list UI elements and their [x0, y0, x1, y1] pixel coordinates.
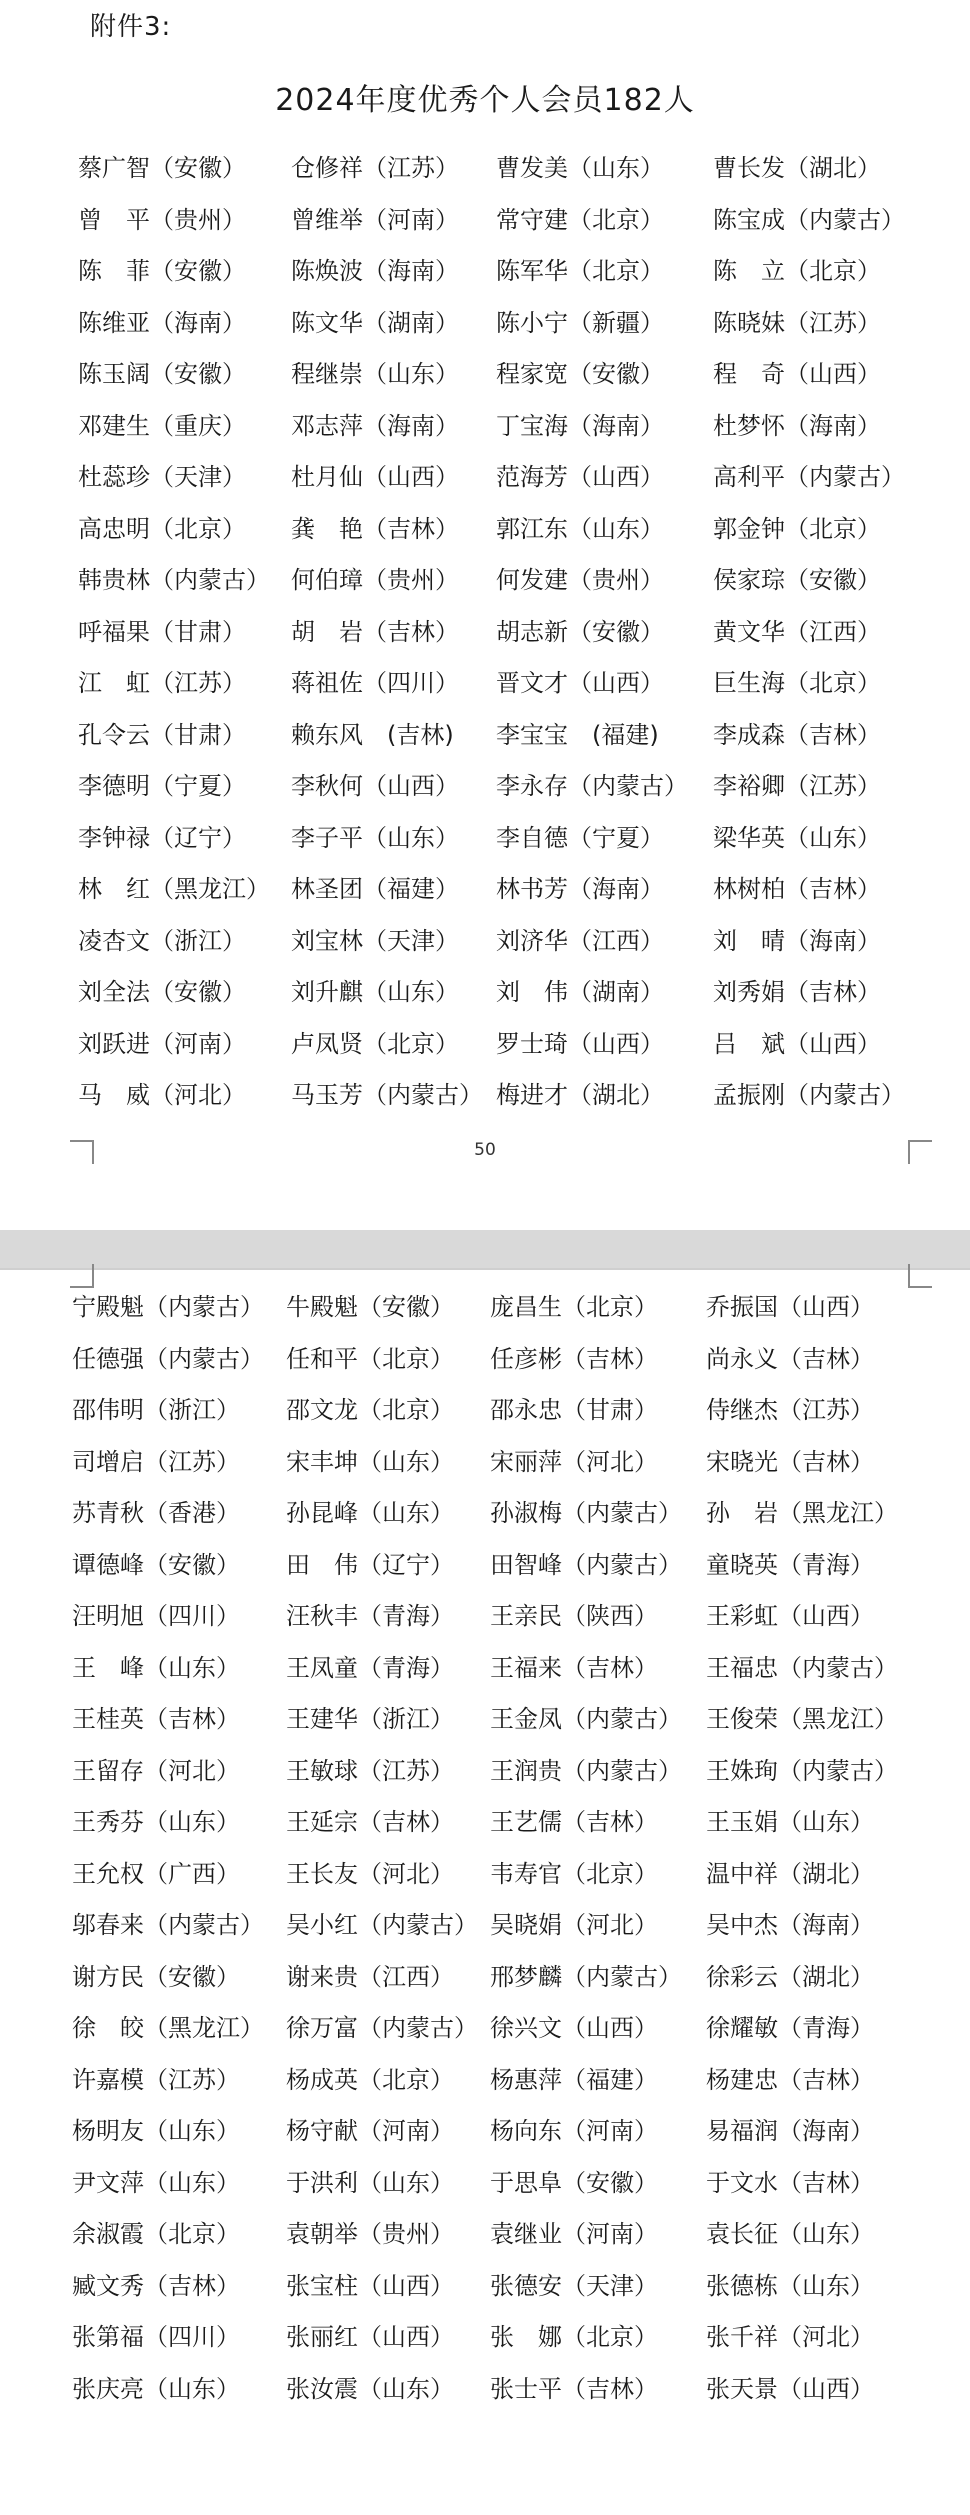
member-name: 李自德（宁夏） — [496, 823, 664, 852]
member-row — [0, 1952, 970, 2004]
member-name: 王留存（河北） — [72, 1756, 240, 1785]
member-row — [0, 349, 970, 401]
member-row — [0, 1797, 970, 1849]
member-row — [0, 1019, 970, 1071]
member-name: 宋丰坤（山东） — [286, 1447, 454, 1476]
member-name: 尹文萍（山东） — [72, 2168, 240, 2197]
member-name: 王敏球（江苏） — [286, 1756, 454, 1785]
member-row — [0, 710, 970, 762]
member-name: 徐兴文（山西） — [490, 2014, 658, 2042]
member-name: 杨明友（山东） — [72, 2117, 240, 2145]
member-name: 王建华（浙江） — [286, 1705, 454, 1733]
member-name: 程 奇（山西） — [713, 360, 881, 388]
member-name: 刘跃进（河南） — [78, 1029, 246, 1058]
member-name: 牛殿魁（安徽） — [286, 1293, 454, 1321]
member-name: 臧文秀（吉林） — [72, 2271, 240, 2300]
member-name: 吴晓娟（河北） — [490, 1911, 658, 1939]
member-name: 杨成英（北京） — [286, 2065, 454, 2094]
member-name: 胡志新（安徽） — [496, 617, 664, 646]
member-name: 罗士琦（山西） — [496, 1029, 664, 1058]
member-name: 杨守献（河南） — [286, 2117, 454, 2145]
member-name: 杜月仙（山西） — [291, 463, 459, 491]
member-row — [0, 1488, 970, 1540]
member-name: 李裕卿（江苏） — [713, 772, 881, 800]
member-name: 孙淑梅（内蒙古） — [490, 1499, 682, 1527]
member-name: 梅进才（湖北） — [496, 1081, 664, 1109]
member-name: 杨向东（河南） — [490, 2117, 658, 2145]
member-name: 张汝震（山东） — [286, 2374, 454, 2403]
member-row — [0, 298, 970, 350]
member-name: 梁华英（山东） — [713, 823, 881, 852]
member-name: 王润贵（内蒙古） — [490, 1756, 682, 1785]
member-row — [0, 452, 970, 504]
member-name: 林 红（黑龙江） — [78, 875, 270, 903]
member-row — [0, 1591, 970, 1643]
member-name: 林树柏（吉林） — [713, 875, 881, 903]
member-row — [0, 1437, 970, 1489]
member-name: 宋晓光（吉林） — [706, 1447, 874, 1476]
member-name: 陈焕波（海南） — [291, 257, 459, 285]
member-name: 曹长发（湖北） — [713, 154, 881, 182]
member-name: 陈玉阔（安徽） — [78, 360, 246, 388]
member-name: 呼福果（甘肃） — [78, 617, 246, 646]
attachment-label: 附件3: — [90, 12, 172, 42]
member-name: 马玉芳（内蒙古） — [291, 1081, 483, 1109]
member-name: 巨生海（北京） — [713, 669, 881, 697]
member-name: 于洪利（山东） — [286, 2168, 454, 2197]
member-name: 童晓英（青海） — [706, 1550, 874, 1579]
member-name: 李子平（山东） — [291, 823, 459, 852]
member-name: 刘 晴（海南） — [713, 926, 881, 955]
member-row — [0, 401, 970, 453]
member-name: 陈晓妹（江苏） — [713, 308, 881, 337]
member-name: 田智峰（内蒙古） — [490, 1550, 682, 1579]
member-row — [0, 1334, 970, 1386]
member-name: 杜梦怀（海南） — [713, 411, 881, 440]
member-row — [0, 143, 970, 195]
member-row — [0, 1282, 970, 1334]
member-name: 刘升麒（山东） — [291, 978, 459, 1006]
member-name: 汪明旭（四川） — [72, 1602, 240, 1630]
member-name: 王允权（广西） — [72, 1859, 240, 1888]
member-name: 吕 斌（山西） — [713, 1029, 881, 1058]
member-name: 李德明（宁夏） — [78, 772, 246, 800]
member-row — [0, 1540, 970, 1592]
member-name: 袁朝举（贵州） — [286, 2220, 454, 2248]
member-name: 常守建（北京） — [496, 205, 664, 234]
member-name: 田 伟（辽宁） — [286, 1550, 454, 1579]
member-name: 仓修祥（江苏） — [291, 154, 459, 182]
member-name: 王福忠（内蒙古） — [706, 1653, 898, 1682]
member-row — [0, 1694, 970, 1746]
member-name: 何发建（贵州） — [496, 566, 664, 594]
member-name: 林圣团（福建） — [291, 875, 459, 903]
member-name: 孔令云（甘肃） — [78, 720, 246, 749]
member-row — [0, 813, 970, 865]
member-row — [0, 2364, 970, 2416]
member-name: 王金凤（内蒙古） — [490, 1705, 682, 1733]
member-name: 余淑霞（北京） — [72, 2220, 240, 2248]
member-row — [0, 2055, 970, 2107]
member-name: 张庆亮（山东） — [72, 2374, 240, 2403]
member-row — [0, 1746, 970, 1798]
member-name: 王凤童（青海） — [286, 1653, 454, 1682]
member-name: 袁长征（山东） — [706, 2220, 874, 2248]
member-name: 易福润（海南） — [706, 2117, 874, 2145]
member-name: 邵永忠（甘肃） — [490, 1396, 658, 1424]
member-row — [0, 916, 970, 968]
member-name: 王延宗（吉林） — [286, 1808, 454, 1836]
member-name: 吴中杰（海南） — [706, 1911, 874, 1939]
member-name: 王福来（吉林） — [490, 1653, 658, 1682]
member-name: 江 虹（江苏） — [78, 669, 246, 697]
member-name: 高利平（内蒙古） — [713, 463, 905, 491]
member-row — [0, 967, 970, 1019]
member-name: 宁殿魁（内蒙古） — [72, 1293, 264, 1321]
member-name: 李秋何（山西） — [291, 772, 459, 800]
document-title: 2024年度优秀个人会员182人 — [275, 83, 695, 118]
member-row — [0, 195, 970, 247]
member-name: 王长友（河北） — [286, 1859, 454, 1888]
member-name: 晋文才（山西） — [496, 669, 664, 697]
member-row — [0, 2158, 970, 2210]
member-name: 王玉娟（山东） — [706, 1808, 874, 1836]
member-name: 刘 伟（湖南） — [496, 978, 664, 1006]
member-name: 郭江东（山东） — [496, 514, 664, 543]
member-name: 邵文龙（北京） — [286, 1396, 454, 1424]
member-name: 高忠明（北京） — [78, 514, 246, 543]
member-name: 王艺儒（吉林） — [490, 1808, 658, 1836]
member-row — [0, 1849, 970, 1901]
member-name: 张天景（山西） — [706, 2374, 874, 2403]
member-name: 韦寿官（北京） — [490, 1859, 658, 1888]
member-name: 苏青秋（香港） — [72, 1499, 240, 1527]
member-name: 邵伟明（浙江） — [72, 1396, 240, 1424]
member-name: 张第福（四川） — [72, 2323, 240, 2351]
member-row — [0, 2209, 970, 2261]
member-name: 张千祥（河北） — [706, 2323, 874, 2351]
member-name: 程家宽（安徽） — [496, 360, 664, 388]
member-name: 徐耀敏（青海） — [706, 2014, 874, 2042]
member-name: 王彩虹（山西） — [706, 1602, 874, 1630]
member-name: 杨惠萍（福建） — [490, 2065, 658, 2094]
member-name: 卢凤贤（北京） — [291, 1029, 459, 1058]
member-name: 温中祥（湖北） — [706, 1859, 874, 1888]
member-name: 林书芳（海南） — [496, 875, 664, 903]
member-name: 龚 艳（吉林） — [291, 514, 459, 543]
member-name: 侍继杰（江苏） — [706, 1396, 874, 1424]
member-name: 王 峰（山东） — [72, 1653, 240, 1682]
member-name: 马 威（河北） — [78, 1081, 246, 1109]
member-name: 王俊荣（黑龙江） — [706, 1705, 898, 1733]
member-name: 宋丽萍（河北） — [490, 1447, 658, 1476]
member-row — [0, 2261, 970, 2313]
member-name: 张丽红（山西） — [286, 2323, 454, 2351]
member-name: 李钟禄（辽宁） — [78, 823, 246, 852]
member-name: 陈军华（北京） — [496, 257, 664, 285]
member-name: 汪秋丰（青海） — [286, 1602, 454, 1630]
member-name: 何伯璋（贵州） — [291, 566, 459, 594]
member-name: 杨建忠（吉林） — [706, 2065, 874, 2094]
member-name: 孙昆峰（山东） — [286, 1499, 454, 1527]
member-row — [0, 555, 970, 607]
member-name: 谢方民（安徽） — [72, 1962, 240, 1991]
member-name: 邓志萍（海南） — [291, 411, 459, 440]
member-name: 庞昌生（北京） — [490, 1293, 658, 1321]
member-name: 刘秀娟（吉林） — [713, 978, 881, 1006]
member-name: 陈小宁（新疆） — [496, 308, 664, 337]
member-name: 张宝柱（山西） — [286, 2271, 454, 2300]
member-name: 于思阜（安徽） — [490, 2168, 658, 2197]
member-name: 胡 岩（吉林） — [291, 617, 459, 646]
member-name: 曹发美（山东） — [496, 154, 664, 182]
member-row — [0, 1900, 970, 1952]
member-name: 陈宝成（内蒙古） — [713, 205, 905, 234]
member-name: 王秀芬（山东） — [72, 1808, 240, 1836]
member-name: 陈 立（北京） — [713, 257, 881, 285]
member-name: 乔振国（山西） — [706, 1293, 874, 1321]
member-row — [0, 761, 970, 813]
member-name: 蔡广智（安徽） — [78, 154, 246, 182]
member-name: 凌杏文（浙江） — [78, 926, 246, 955]
member-name: 范海芳（山西） — [496, 463, 664, 491]
member-name: 尚永义（吉林） — [706, 1344, 874, 1373]
member-name: 邓建生（重庆） — [78, 411, 246, 440]
member-name: 任和平（北京） — [286, 1344, 454, 1373]
member-row — [0, 504, 970, 556]
member-name: 张士平（吉林） — [490, 2374, 658, 2403]
member-name: 侯家琮（安徽） — [713, 566, 881, 594]
member-name: 谭德峰（安徽） — [72, 1550, 240, 1579]
member-name: 谢来贵（江西） — [286, 1962, 454, 1991]
member-name: 徐彩云（湖北） — [706, 1962, 874, 1991]
member-name: 张 娜（北京） — [490, 2323, 658, 2351]
member-name: 杜蕊珍（天津） — [78, 463, 246, 491]
member-row — [0, 864, 970, 916]
member-name: 丁宝海（海南） — [496, 411, 664, 440]
member-name: 陈 菲（安徽） — [78, 257, 246, 285]
member-name: 曾维举（河南） — [291, 205, 459, 234]
member-name: 曾 平（贵州） — [78, 205, 246, 234]
member-name: 郭金钟（北京） — [713, 514, 881, 543]
member-name: 刘全法（安徽） — [78, 978, 246, 1006]
member-name: 孟振刚（内蒙古） — [713, 1081, 905, 1109]
member-list-page-2 — [0, 1282, 970, 2415]
member-name: 徐万富（内蒙古） — [286, 2014, 478, 2042]
member-name: 王亲民（陕西） — [490, 1602, 658, 1630]
member-row — [0, 658, 970, 710]
member-name: 李永存（内蒙古） — [496, 772, 688, 800]
member-name: 任德强（内蒙古） — [72, 1344, 264, 1373]
member-name: 刘宝林（天津） — [291, 926, 459, 955]
member-row — [0, 607, 970, 659]
member-name: 李成森（吉林） — [713, 720, 881, 749]
page-number: 50 — [474, 1140, 496, 1160]
member-name: 刘济华（江西） — [496, 926, 664, 955]
document-page-1 — [0, 0, 970, 1230]
member-row — [0, 246, 970, 298]
member-name: 许嘉模（江苏） — [72, 2065, 240, 2094]
document-page-2 — [0, 1270, 970, 2515]
member-name: 徐 皎（黑龙江） — [72, 2014, 264, 2042]
member-row — [0, 2106, 970, 2158]
member-name: 蒋祖佐（四川） — [291, 669, 459, 697]
member-row — [0, 2003, 970, 2055]
member-name: 赖东风 (吉林) — [291, 720, 454, 749]
member-name: 王姝珣（内蒙古） — [706, 1756, 898, 1785]
member-name: 张德安（天津） — [490, 2271, 658, 2300]
page-separator — [0, 1230, 970, 1270]
member-name: 司增启（江苏） — [72, 1447, 240, 1476]
member-name: 任彦彬（吉林） — [490, 1344, 658, 1373]
member-row — [0, 1643, 970, 1695]
member-name: 张德栋（山东） — [706, 2271, 874, 2300]
member-name: 邢梦麟（内蒙古） — [490, 1962, 682, 1991]
member-name: 程继崇（山东） — [291, 360, 459, 388]
member-name: 邬春来（内蒙古） — [72, 1911, 264, 1939]
member-name: 袁继业（河南） — [490, 2220, 658, 2248]
member-name: 孙 岩（黑龙江） — [706, 1499, 898, 1527]
member-list-page-1 — [0, 143, 970, 1122]
member-name: 吴小红（内蒙古） — [286, 1911, 478, 1939]
member-row — [0, 1385, 970, 1437]
member-name: 韩贵林（内蒙古） — [78, 566, 270, 594]
member-row — [0, 2312, 970, 2364]
member-name: 陈文华（湖南） — [291, 308, 459, 337]
member-name: 于文水（吉林） — [706, 2168, 874, 2197]
member-row — [0, 1070, 970, 1122]
member-name: 黄文华（江西） — [713, 617, 881, 646]
member-name: 李宝宝 (福建) — [496, 720, 659, 749]
member-name: 王桂英（吉林） — [72, 1705, 240, 1733]
member-name: 陈维亚（海南） — [78, 308, 246, 337]
